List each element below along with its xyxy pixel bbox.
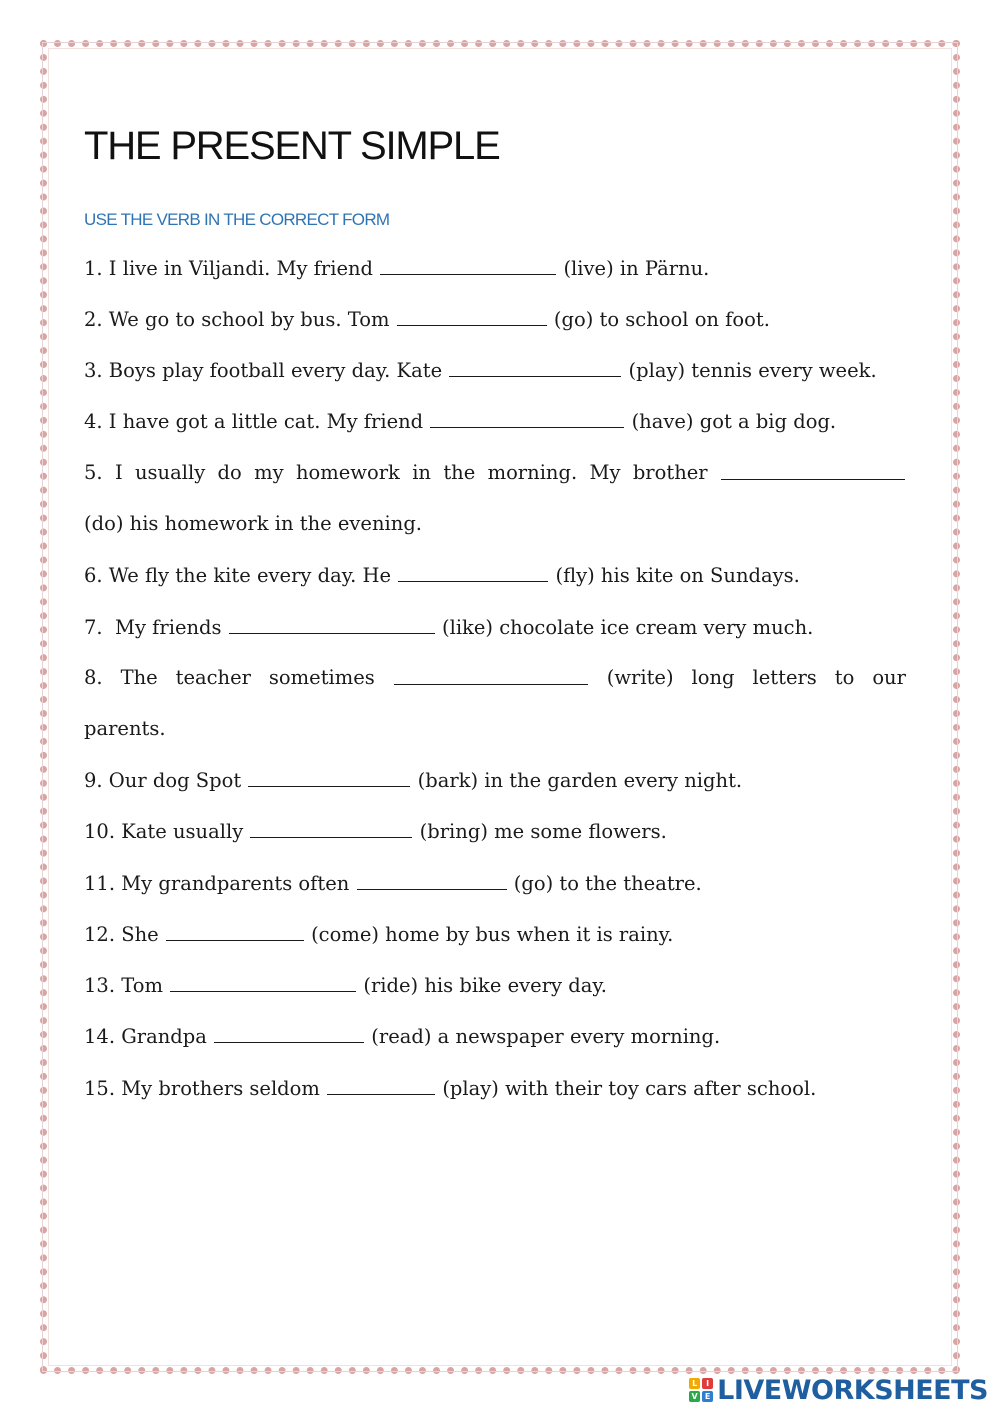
- answer-blank-10[interactable]: [250, 819, 412, 838]
- sentence-start: 10. Kate usually: [84, 820, 244, 843]
- sentence-end: (ride) his bike every day.: [363, 974, 607, 997]
- sentence-end: parents.: [84, 717, 166, 740]
- liveworksheets-logo[interactable]: [689, 1374, 988, 1406]
- exercise-line-13: [84, 973, 906, 998]
- word: I: [114, 461, 123, 484]
- exercise-line-3: [84, 358, 906, 383]
- word: do: [217, 461, 242, 484]
- word: long: [691, 666, 735, 689]
- exercise-line-8-cont: [84, 717, 906, 741]
- sentence-end: (fly) his kite on Sundays.: [555, 564, 800, 587]
- sentence-start: 11. My grandparents often: [84, 872, 350, 895]
- word: the: [443, 461, 476, 484]
- sentence-start: 15. My brothers seldom: [84, 1077, 320, 1100]
- word: letters: [752, 666, 817, 689]
- sentence-end: (bark) in the garden every night.: [417, 769, 743, 792]
- answer-blank-12[interactable]: [166, 922, 304, 941]
- sentence-end: (play) with their toy cars after school.: [442, 1077, 817, 1100]
- word: The: [120, 666, 158, 689]
- logo-text: LIVEWORKSHEETS: [717, 1374, 988, 1406]
- word: homework: [295, 461, 400, 484]
- word: to: [834, 666, 855, 689]
- answer-blank-2[interactable]: [397, 307, 547, 326]
- word: morning.: [487, 461, 578, 484]
- answer-blank-9[interactable]: [248, 768, 410, 787]
- sentence-start: 13. Tom: [84, 974, 163, 997]
- answer-blank-14[interactable]: [214, 1024, 364, 1043]
- exercise-line-14: [84, 1024, 906, 1049]
- sentence-end: (go) to the theatre.: [513, 872, 702, 895]
- sentence-end: (live) in Pärnu.: [563, 257, 710, 280]
- exercise-line-6: [84, 563, 906, 588]
- exercise-line-4: [84, 409, 906, 434]
- logo-letter: L: [689, 1378, 700, 1389]
- sentence-end: (play) tennis every week.: [628, 359, 877, 382]
- word: My: [589, 461, 621, 484]
- word: our: [872, 666, 906, 689]
- word: 5.: [84, 461, 103, 484]
- exercise-line-5: [84, 461, 906, 485]
- sentence-start: 12. She: [84, 923, 159, 946]
- answer-blank-1[interactable]: [380, 256, 556, 275]
- exercise-line-9: [84, 768, 906, 793]
- answer-blank-5[interactable]: [721, 461, 905, 480]
- sentence-end: (bring) me some flowers.: [419, 820, 667, 843]
- word: brother: [632, 461, 708, 484]
- logo-letter: I: [702, 1378, 713, 1389]
- sentence-start: 4. I have got a little cat. My friend: [84, 410, 424, 433]
- sentence-end: (go) to school on foot.: [553, 308, 770, 331]
- word: usually: [134, 461, 206, 484]
- word: in: [412, 461, 431, 484]
- exercise-line-8: [84, 666, 906, 690]
- sentence-end: (do) his homework in the evening.: [84, 512, 422, 535]
- sentence-start: 14. Grandpa: [84, 1025, 207, 1048]
- word: teacher: [175, 666, 251, 689]
- exercise-line-1: [84, 256, 906, 281]
- answer-blank-6[interactable]: [398, 563, 548, 582]
- answer-blank-4[interactable]: [430, 409, 624, 428]
- answer-blank-11[interactable]: [357, 871, 507, 890]
- word: my: [254, 461, 284, 484]
- exercise-line-10: [84, 819, 906, 844]
- answer-blank-13[interactable]: [170, 973, 356, 992]
- sentence-end: (read) a newspaper every morning.: [371, 1025, 721, 1048]
- sentence-end: (have) got a big dog.: [631, 410, 837, 433]
- answer-blank-3[interactable]: [449, 358, 621, 377]
- sentence-start: 9. Our dog Spot: [84, 769, 242, 792]
- answer-blank-15[interactable]: [327, 1076, 435, 1095]
- page-border-inner: [48, 48, 952, 1366]
- exercise-line-15: [84, 1076, 906, 1101]
- logo-letter: V: [689, 1391, 700, 1402]
- logo-mark-icon: [689, 1378, 713, 1402]
- exercise-line-5-cont: [84, 512, 906, 536]
- exercise-line-2: [84, 307, 906, 332]
- sentence-start: 6. We fly the kite every day. He: [84, 564, 392, 587]
- logo-letter: E: [702, 1391, 713, 1402]
- answer-blank-8[interactable]: [394, 666, 588, 685]
- sentence-end: (like) chocolate ice cream very much.: [441, 616, 814, 639]
- word: 8.: [84, 666, 103, 689]
- sentence-start: 7. My friends: [84, 616, 222, 639]
- word: sometimes: [268, 666, 375, 689]
- worksheet-title: THE PRESENT SIMPLE: [84, 124, 500, 168]
- exercise-line-12: [84, 922, 906, 947]
- instruction-text: USE THE VERB IN THE CORRECT FORM: [84, 210, 390, 229]
- sentence-start: 2. We go to school by bus. Tom: [84, 308, 390, 331]
- sentence-start: 1. I live in Viljandi. My friend: [84, 257, 374, 280]
- answer-blank-7[interactable]: [229, 615, 435, 634]
- word: (write): [606, 666, 674, 689]
- sentence-start: 3. Boys play football every day. Kate: [84, 359, 443, 382]
- sentence-end: (come) home by bus when it is rainy.: [311, 923, 674, 946]
- exercise-line-7: [84, 615, 906, 640]
- exercise-line-11: [84, 871, 906, 896]
